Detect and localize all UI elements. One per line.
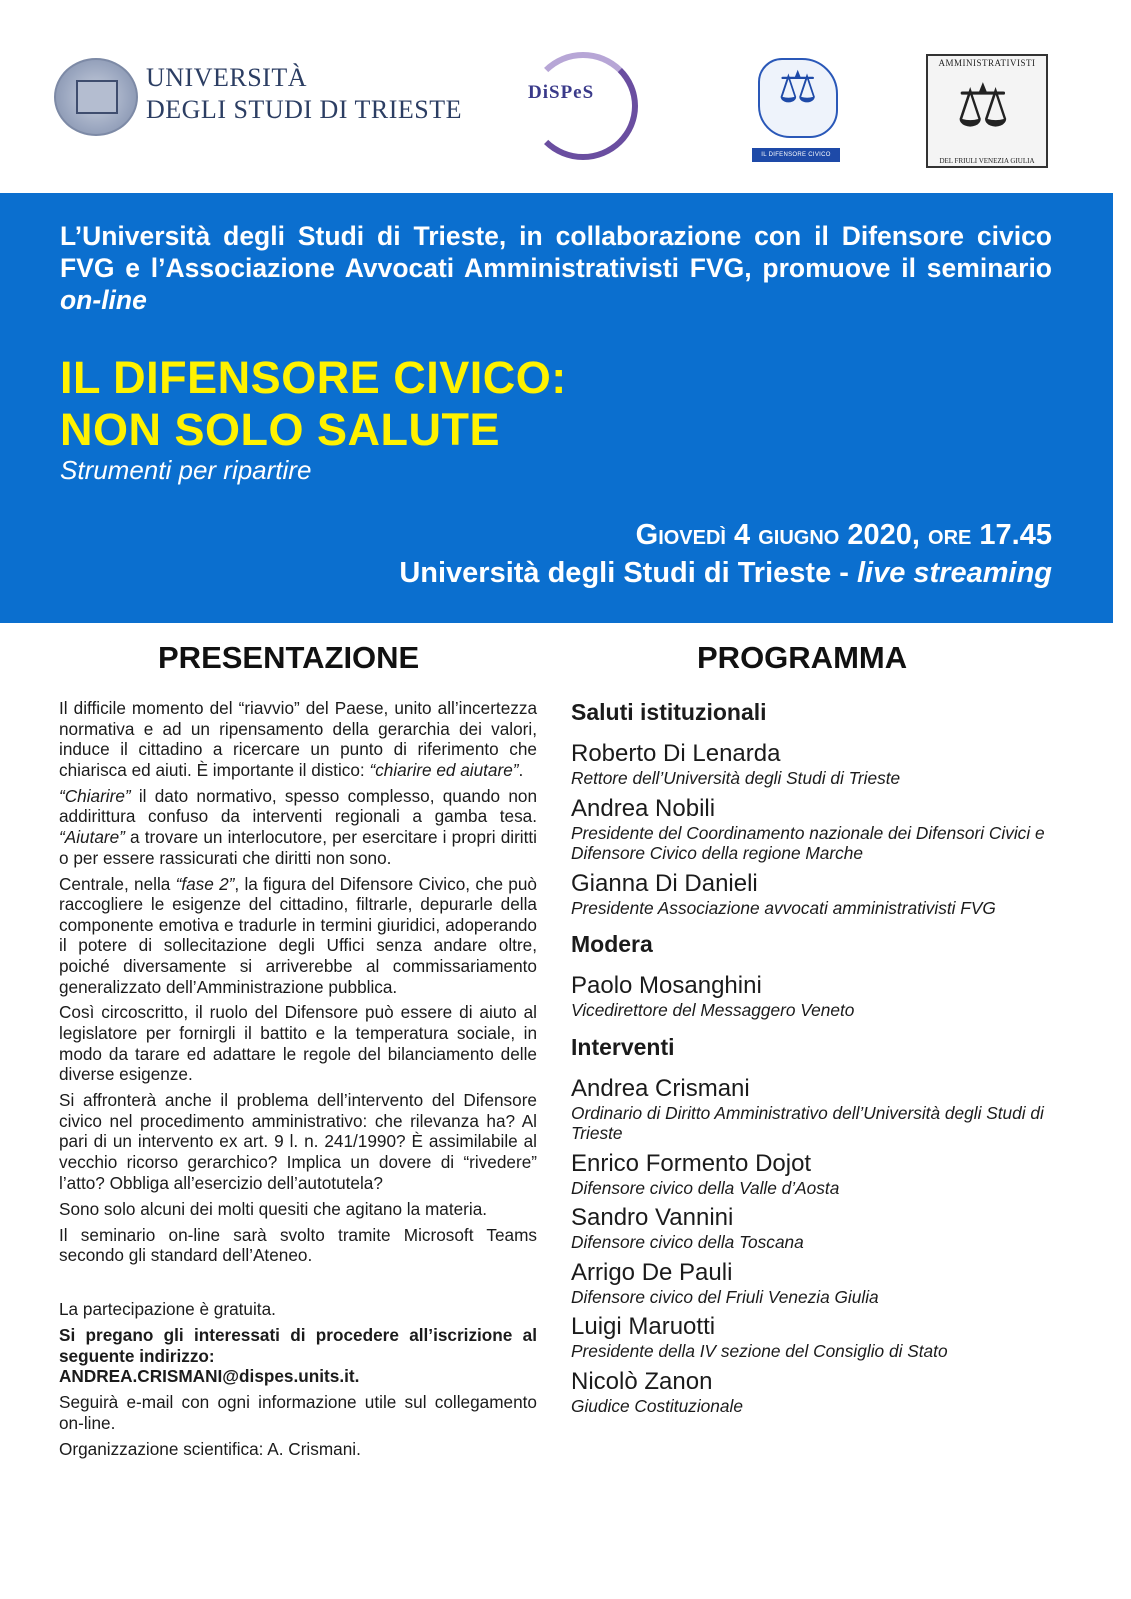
speaker-item bbox=[571, 1204, 1051, 1253]
speaker-item bbox=[571, 1150, 1051, 1199]
speaker-name: Sandro Vannini bbox=[571, 1204, 734, 1231]
avvocati-logo bbox=[926, 54, 1048, 168]
section-saluti-title: Saluti istituzionali bbox=[571, 699, 767, 725]
paragraph-gap bbox=[59, 1271, 537, 1299]
event-venue bbox=[399, 556, 1052, 590]
speaker-role: Rettore dell’Università degli Studi di Trieste bbox=[571, 768, 901, 788]
university-logo-line2: DEGLI STUDI DI TRIESTE bbox=[146, 95, 462, 124]
event-title bbox=[60, 352, 567, 456]
speaker-role: Vicedirettore del Messaggero Veneto bbox=[571, 1000, 855, 1020]
event-subtitle: Strumenti per ripartire bbox=[60, 455, 312, 485]
intro-text: L’Università degli Studi di Trieste, in collaborazione con il Difensore civico FVG e l’Associazione Avvocati Amministrativisti FVG, promuove il seminario bbox=[60, 221, 1052, 283]
logo-strip bbox=[0, 0, 1131, 195]
difensore-civico-label: IL DIFENSORE CIVICO bbox=[752, 148, 840, 162]
registration-note bbox=[59, 1325, 537, 1387]
intro-online: on-line bbox=[60, 285, 147, 315]
paragraph-1 bbox=[59, 698, 537, 780]
scales-icon: ⚖ bbox=[956, 72, 1010, 139]
paragraph-followup: Seguirà e-mail con ogni informazione utile sul collegamento on-line. bbox=[59, 1392, 537, 1433]
speaker-role: Presidente della IV sezione del Consiglio di Stato bbox=[571, 1341, 948, 1361]
speaker-name: Nicolò Zanon bbox=[571, 1367, 713, 1395]
registration-text: Si pregano gli interessati di procedere all’iscrizione al seguente indirizzo: bbox=[59, 1325, 537, 1366]
paragraph-1-emphasis: “chiarire ed aiutare” bbox=[369, 759, 519, 780]
paragraph-5: Si affronterà anche il problema dell’intervento del Difensore civico nel procedimento amministrativo: che rilevanza ha? Al pari di un intervento ex art. 9 l. n. 241/1990? È assimilabile al vecchio ricorso gerarchico? Implica un dovere di “rivedere” l’atto? Obbliga all’esercizio dell’autotutela? bbox=[59, 1090, 537, 1193]
paragraph-3-text-a: Centrale, nella bbox=[59, 873, 176, 894]
presentazione-body bbox=[59, 698, 537, 1465]
programma-heading: PROGRAMMA bbox=[697, 640, 908, 675]
paragraph-2 bbox=[59, 786, 537, 868]
event-title-line1: IL DIFENSORE CIVICO: bbox=[60, 352, 567, 403]
speaker-name: Arrigo De Pauli bbox=[571, 1258, 733, 1286]
university-logo-text bbox=[146, 62, 462, 126]
speaker-name: Enrico Formento Dojot bbox=[571, 1149, 812, 1177]
banner-intro bbox=[60, 220, 1052, 316]
speaker-role: Ordinario di Diritto Amministrativo dell’Università degli Studi di Trieste bbox=[571, 1102, 1044, 1143]
speaker-item bbox=[571, 1313, 1051, 1362]
speaker-name: Andrea Crismani bbox=[571, 1074, 750, 1102]
programma-body bbox=[571, 698, 1051, 1422]
paragraph-6: Sono solo alcuni dei molti quesiti che agitano la materia. bbox=[59, 1198, 488, 1219]
fase-2-emphasis: “fase 2” bbox=[175, 873, 235, 894]
speaker-item bbox=[571, 795, 1051, 864]
speaker-name: Gianna Di Danieli bbox=[571, 869, 758, 897]
speaker-item bbox=[571, 1368, 1051, 1417]
speaker-item bbox=[571, 1259, 1051, 1308]
paragraph-1-text: Il difficile momento del “riavvio” del Paese, unito all’incertezza normativa e ad un ripensamento della gerarchia dei valori, induce il cittadino a ricercare un punto di riferimento che chiarisca ed aiuti. È importante il distico: bbox=[59, 698, 537, 780]
paragraph-organization: Organizzazione scientifica: A. Crismani. bbox=[59, 1438, 361, 1459]
paragraph-4: Così circoscritto, il ruolo del Difensore può essere di aiuto al legislatore per fornirgli il battito e la temperatura sociale, in modo da tarare ed adattare le regole del bilanciamento delle diverse esigenze. bbox=[59, 1002, 537, 1085]
speaker-role: Difensore civico della Toscana bbox=[571, 1232, 804, 1252]
chiarire-emphasis: “Chiarire” bbox=[59, 785, 131, 806]
venue-streaming: live streaming bbox=[856, 557, 1052, 589]
paragraph-participation: La partecipazione è gratuita. bbox=[59, 1299, 276, 1320]
speaker-name: Paolo Mosanghini bbox=[571, 972, 762, 999]
paragraph-3 bbox=[59, 874, 537, 998]
university-logo-line1: UNIVERSITÀ bbox=[146, 63, 307, 92]
speaker-item bbox=[571, 740, 1051, 789]
speaker-role: Giudice Costituzionale bbox=[571, 1395, 743, 1416]
speaker-item bbox=[571, 972, 1051, 1021]
registration-email[interactable]: ANDREA.CRISMANI@dispes.units.it. bbox=[59, 1366, 360, 1387]
section-modera-title: Modera bbox=[571, 931, 653, 957]
dispes-ring-icon bbox=[528, 52, 638, 160]
paragraph-1-end: . bbox=[518, 759, 524, 780]
event-date bbox=[636, 518, 1052, 552]
event-date-text: Giovedì 4 giugno 2020, ore 17.45 bbox=[635, 519, 1052, 551]
paragraph-2-text-a: il dato normativo, spesso complesso, quando non addirittura confuso da interventi regionali a gamba tesa. bbox=[59, 785, 537, 827]
speaker-role: Difensore civico del Friuli Venezia Giulia bbox=[571, 1286, 879, 1307]
justice-figure-icon: ⚖ bbox=[778, 63, 818, 112]
presentazione-heading: PRESENTAZIONE bbox=[158, 640, 420, 675]
avvocati-logo-top: AMMINISTRATIVISTI bbox=[938, 58, 1036, 68]
paragraph-3-text-b: , la figura del Difensore Civico, che può raccogliere le esigenze del cittadino, filtrarle, depurarle della componente emotiva e tradurle in termini giuridici, adoperando il potere di sollecitazione degli Uffici senza andare oltre, poiché diversamente si arriverebbe al commissariamento generalizzato dell’Amministrazione pubblica. bbox=[59, 873, 537, 997]
event-title-line2: NON SOLO SALUTE bbox=[60, 404, 501, 455]
difensore-civico-logo bbox=[752, 56, 840, 166]
paragraph-7: Il seminario on-line sarà svolto tramite Microsoft Teams secondo gli standard dell’Ateneo. bbox=[59, 1224, 537, 1266]
speaker-name: Roberto Di Lenarda bbox=[571, 740, 781, 767]
speaker-role: Presidente del Coordinamento nazionale dei Difensori Civici e Difensore Civico della regione Marche bbox=[571, 822, 1045, 863]
university-seal-icon bbox=[54, 58, 138, 136]
speaker-name: Luigi Maruotti bbox=[571, 1313, 716, 1340]
speaker-role: Presidente Associazione avvocati amministrativisti FVG bbox=[571, 897, 996, 918]
speaker-role: Difensore civico della Valle d’Aosta bbox=[571, 1177, 840, 1198]
speaker-item bbox=[571, 870, 1051, 919]
paragraph-2-text-b: a trovare un interlocutore, per esercitare i propri diritti o per essere rassicurati che diritti non sono. bbox=[59, 826, 537, 868]
aiutare-emphasis: “Aiutare” bbox=[59, 826, 125, 847]
avvocati-logo-bottom: DEL FRIULI VENEZIA GIULIA bbox=[939, 157, 1035, 165]
section-interventi-title: Interventi bbox=[571, 1033, 675, 1060]
speaker-item bbox=[571, 1075, 1051, 1144]
dispes-logo-text: DiSPeS bbox=[528, 82, 595, 103]
venue-text: Università degli Studi di Trieste - bbox=[399, 557, 857, 589]
speaker-name: Andrea Nobili bbox=[571, 794, 716, 822]
